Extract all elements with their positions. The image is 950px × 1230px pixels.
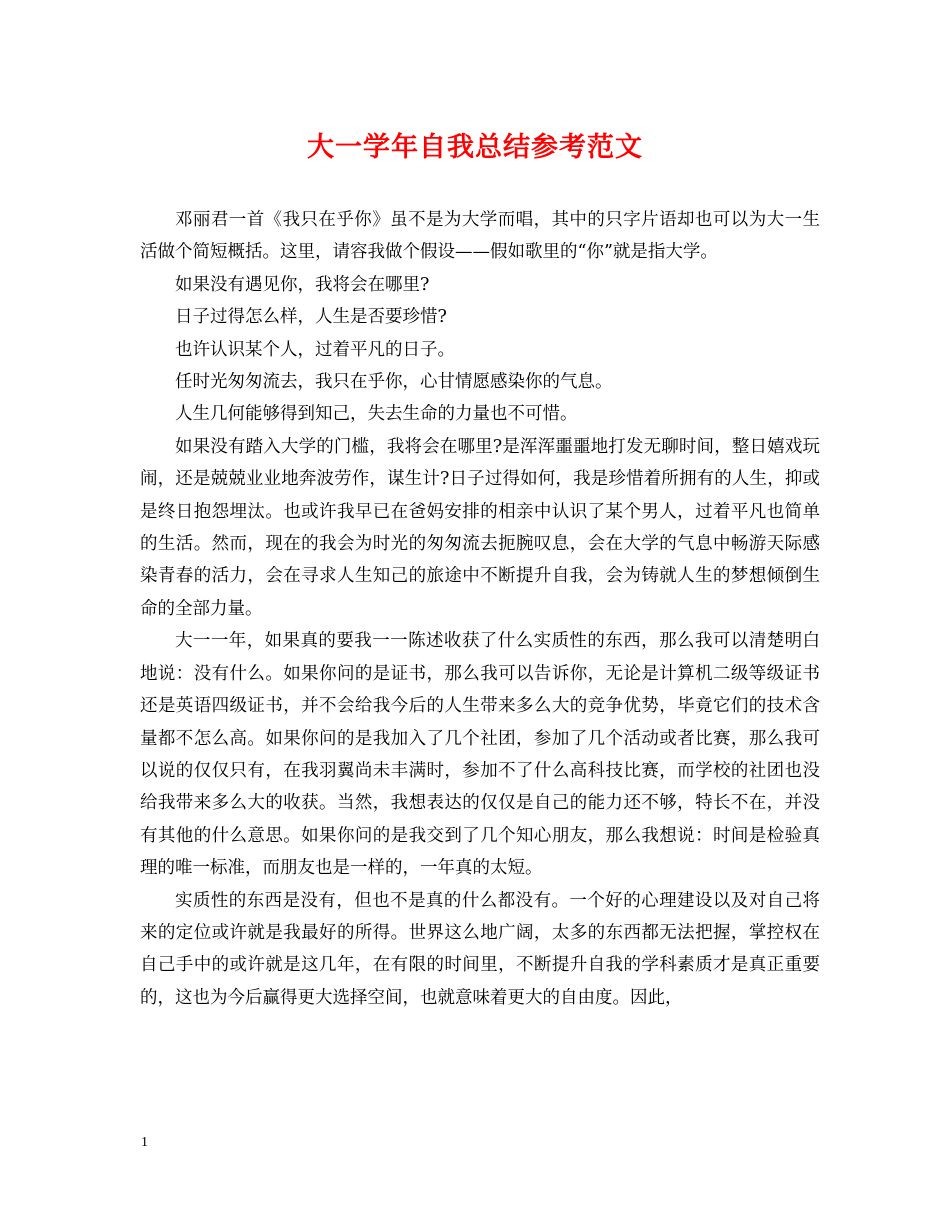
document-title: 大一学年自我总结参考范文	[307, 132, 643, 163]
lyric-line: 日子过得怎么样，人生是否要珍惜?	[175, 307, 447, 328]
lyric-line: 人生几何能够得到知己，失去生命的力量也不可惜。	[175, 404, 578, 425]
lyric-line: 任时光匆匆流去，我只在乎你，心甘情愿感染你的气息。	[175, 372, 613, 393]
paragraph: 实质性的东西是没有，但也不是真的什么都没有。一个好的心理建设以及对自己将来的定位或许就是我最好的所得。世界这么地广阔，太多的东西都无法把握，掌控权在自己手中的或许就是这几年，在有限的时间里，不断提升自我的学科素质才是真正重要的，这也为今后赢得更大选择空间，也就意味着更大的自由度。因此，	[140, 890, 820, 1008]
lyric-line: 如果没有遇见你，我将会在哪里?	[175, 274, 430, 295]
page-number: 1	[141, 1135, 148, 1150]
paragraph: 如果没有踏入大学的门槛，我将会在哪里?是浑浑噩噩地打发无聊时间，整日嬉戏玩闹，还是兢兢业业地奔波劳作，谋生计?日子过得如何，我是珍惜着所拥有的人生，抑或是终日抱怨埋汰。也或许我早已在爸妈安排的相亲中认识了某个男人，过着平凡也简单的生活。然而，现在的我会为时光的匆匆流去扼腕叹息，会在大学的气息中畅游天际感染青春的活力，会在寻求人生知己的旅途中不断提升自我，会为铸就人生的梦想倾倒生命的全部力量。	[140, 436, 820, 619]
paragraph: 大一一年，如果真的要我一一陈述收获了什么实质性的东西，那么我可以清楚明白地说：没有什么。如果你问的是证书，那么我可以告诉你，无论是计算机二级等级证书还是英语四级证书，并不会给我今后的人生带来多么大的竞争优势，毕竟它们的技术含量都不怎么高。如果你问的是我加入了几个社团，参加了几个活动或者比赛，那么我可以说的仅仅只有，在我羽翼尚未丰满时，参加不了什么高科技比赛，而学校的社团也没给我带来多么大的收获。当然，我想表达的仅仅是自己的能力还不够，特长不在，并没有其他的什么意思。如果你问的是我交到了几个知心朋友，那么我想说：时间是检验真理的唯一标准，而朋友也是一样的，一年真的太短。	[140, 631, 820, 879]
paragraph: 邓丽君一首《我只在乎你》虽不是为大学而唱，其中的只字片语却也可以为大一生活做个简短概括。这里，请容我做个假设——假如歌里的“你”就是指大学。	[140, 210, 820, 263]
lyric-line: 也许认识某个人，过着平凡的日子。	[175, 339, 455, 360]
document-body	[140, 204, 820, 1014]
